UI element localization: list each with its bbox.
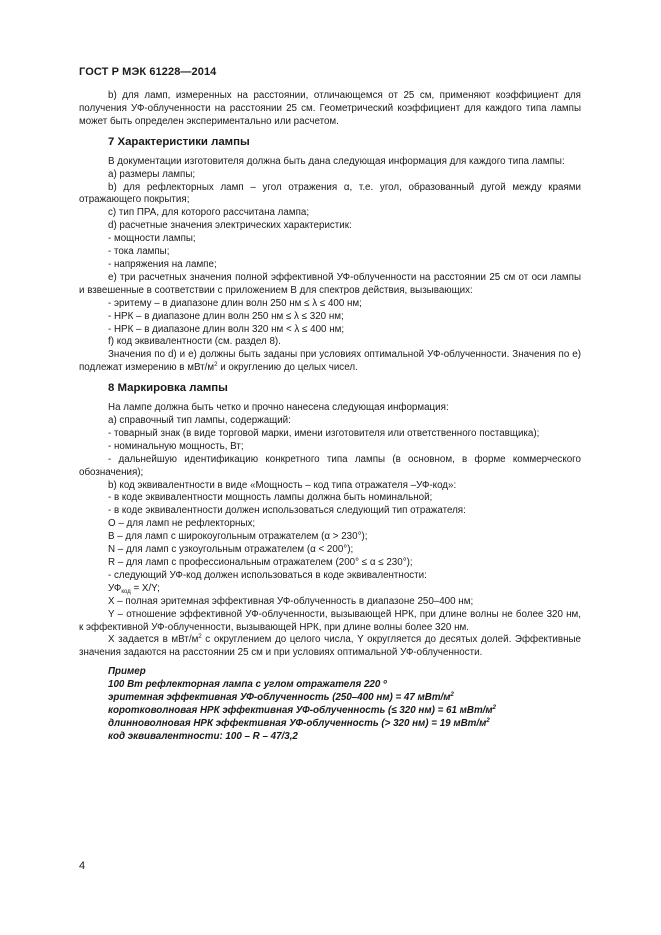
section-8-line: На лампе должна быть четко и прочно нанесена следующая информация: — [108, 402, 449, 414]
section-8-line: - следующий УФ-код должен использоваться в коде эквивалентности: — [108, 569, 427, 581]
section-7-line: - тока лампы; — [108, 246, 170, 258]
page-number: 4 — [79, 860, 86, 872]
section-7-line: f) код эквивалентности (см. раздел 8). — [108, 336, 281, 348]
section-8-line: - в коде эквивалентности мощность лампы должна быть номинальной; — [108, 492, 433, 504]
section-8-line: b) код эквивалентности в виде «Мощность – код типа отражателя –УФ-код»: — [108, 479, 457, 491]
example-line: 100 Вт рефлекторная лампа с углом отражателя 220 º — [108, 679, 387, 691]
section-7-closing: Значения по d) и e) должны быть заданы при условиях оптимальной УФ-облученности. Значения по e) подлежат измерению в мВт/$м^2$ и округлению до целых чисел. — [79, 349, 581, 374]
section-7-line: - эритему – в диапазоне длин волн 250 нм ≤ λ ≤ 400 нм; — [108, 297, 362, 309]
section-8-line: O – для ламп не рефлекторных; — [108, 518, 256, 530]
section-8-title: 8 Маркировка лампы — [108, 382, 228, 395]
section-7-line: - напряжения на лампе; — [108, 258, 217, 270]
example-line: код эквивалентности: 100 – R – 47/3,2 — [108, 730, 298, 742]
section-7-line: a) размеры лампы; — [108, 168, 196, 180]
example-line: эритемная эффективная УФ-облученность (250–400 нм) = 47 мВт/$м^2$ — [108, 692, 454, 704]
section-8-body — [79, 402, 581, 660]
section-8-line: - номинальную мощность, Вт; — [108, 440, 244, 452]
section-8-line: N – для ламп с узкоугольным отражателем (α < 200°); — [108, 544, 354, 556]
section-8-line: - дальнейшую идентификацию конкретного типа лампы (в основном, в форме коммерческого обозначения); — [79, 453, 581, 478]
document-header: ГОСТ Р МЭК 61228—2014 — [79, 66, 217, 78]
section-8-line: a) справочный тип лампы, содержащий: — [108, 415, 291, 427]
x-definition: X – полная эритемная эффективная УФ-облученность в диапазоне 250–400 нм; — [108, 595, 474, 607]
section-7-title: 7 Характеристики лампы — [108, 135, 250, 148]
section-7-line: d) расчетные значения электрических характеристик: — [108, 220, 352, 232]
section-8-line: B – для ламп с широкоугольным отражателем (α > 230°); — [108, 531, 368, 543]
section-7-line: e) три расчетных значения полной эффективной УФ-облученности на расстоянии 25 см от оси лампы и взвешенные в соответствии с приложением В для спектров действия, вызывающих: — [79, 271, 581, 296]
section-7-line: c) тип ПРА, для которого рассчитана лампа; — [108, 207, 310, 219]
rounding-note: X задается в мВт/$м^2$ с округлением до целого числа, Y округляется до десятых долей. Эффективные значения задаются на расстоянии 25 см и при условиях оптимальной УФ-облученности. — [79, 634, 582, 659]
section-8-line: - в коде эквивалентности должен использоваться следующий тип отражателя: — [108, 505, 466, 517]
example-line: коротковолновая НРК эффективная УФ-облученность (≤ 320 нм) = 61 мВт/$м^2$ — [108, 704, 496, 716]
section-7-line: - мощности лампы; — [108, 233, 196, 245]
section-8-line: R – для ламп с профессиональным отражателем (200° ≤ α ≤ 230°); — [108, 557, 413, 568]
example-heading: Пример — [108, 666, 146, 678]
section-7-line: b) для рефлекторных ламп – угол отражения α, т.е. угол, образованный дугой между краями отражающего покрытия; — [79, 181, 581, 206]
section-7-line: - НРК – в диапазоне длин волн 320 нм < λ ≤ 400 нм; — [108, 323, 345, 335]
document-body — [79, 90, 581, 744]
y-definition: Y – отношение эффективной УФ-облученности, вызывающей НРК, при длине волны не более 320 нм, к эффективной УФ-облученности, вызывающей НРК, при длине волны более 320 нм. — [79, 608, 581, 633]
section-7-line: В документации изготовителя должна быть дана следующая информация для каждого типа лампы: — [108, 155, 565, 167]
example-line: длинноволновая НРК эффективная УФ-облученность (> 320 нм) = 19 мВт/$м^2$ — [108, 717, 490, 729]
example-block — [79, 666, 581, 743]
section-8-line: - товарный знак (в виде торговой марки, имени изготовителя или ответственного поставщика); — [108, 427, 540, 439]
section-7-body — [79, 156, 581, 375]
uv-code-formula: $УФ_{код} = X/Y$; — [108, 582, 160, 595]
section-7-line: - НРК – в диапазоне длин волн 250 нм ≤ λ ≤ 320 нм; — [108, 310, 344, 322]
paragraph-intro: b) для ламп, измеренных на расстоянии, отличающемся от 25 см, применяют коэффициент для получения УФ-облученности на расстоянии 25 см. Геометрический коэффициент для каждого типа лампы может быть определен экспериментально или расчетом. — [79, 90, 581, 127]
